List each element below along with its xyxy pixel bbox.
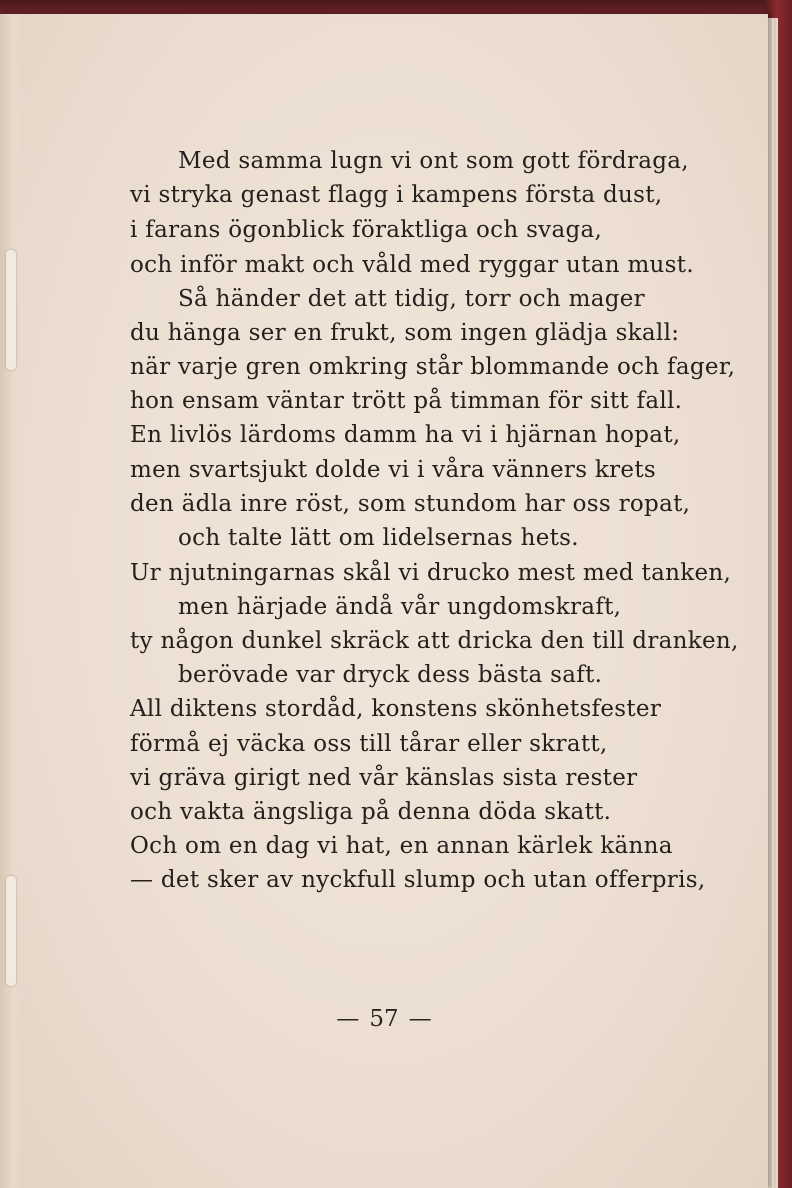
poem-line: — det sker av nyckfull slump och utan offerpris, <box>130 867 706 893</box>
page-number-dash-right: — <box>408 1006 432 1032</box>
poem-line: den ädla inre röst, som stundom har oss ropat, <box>130 491 691 517</box>
page-number <box>0 1006 768 1032</box>
poem-line: En livlös lärdoms damm ha vi i hjärnan hopat, <box>130 422 681 448</box>
poem-line: hon ensam väntar trött på timman för sitt fall. <box>130 388 683 414</box>
poem-line: Ur njutningarnas skål vi drucko mest med tanken, <box>130 560 732 586</box>
poem-line: men svartsjukt dolde vi i våra vänners krets <box>130 457 656 483</box>
poem-line: vi stryka genast flagg i kampens första dust, <box>130 182 663 208</box>
poem-line: All diktens stordåd, konstens skönhetsfester <box>130 696 662 722</box>
poem-line: när varje gren omkring står blommande och fager, <box>130 354 736 380</box>
poem-line: ty någon dunkel skräck att dricka den till dranken, <box>130 628 739 654</box>
poem-line: berövade var dryck dess bästa saft. <box>178 662 603 688</box>
poem-line: Och om en dag vi hat, en annan kärlek känna <box>130 833 673 859</box>
poem-line: Med samma lugn vi ont som gott fördraga, <box>178 148 689 174</box>
poem-line: i farans ögonblick föraktliga och svaga, <box>130 217 603 243</box>
poem-line: Så händer det att tidig, torr och mager <box>178 286 645 312</box>
poem-line: förmå ej väcka oss till tårar eller skratt, <box>130 731 608 757</box>
poem-line: men härjade ändå vår ungdomskraft, <box>178 594 622 620</box>
poem-line: och talte lätt om lidelsernas hets. <box>178 525 579 551</box>
page-number-dash-left: — <box>336 1006 360 1032</box>
book-page <box>0 14 768 1188</box>
poem-line: vi gräva girigt ned vår känslas sista rester <box>130 765 638 791</box>
poem-line: och inför makt och våld med ryggar utan must. <box>130 252 694 278</box>
poem-line: och vakta ängsliga på denna döda skatt. <box>130 799 612 825</box>
poem-line: du hänga ser en frukt, som ingen glädja skall: <box>130 320 680 346</box>
page-number-value: 57 <box>369 1006 399 1032</box>
